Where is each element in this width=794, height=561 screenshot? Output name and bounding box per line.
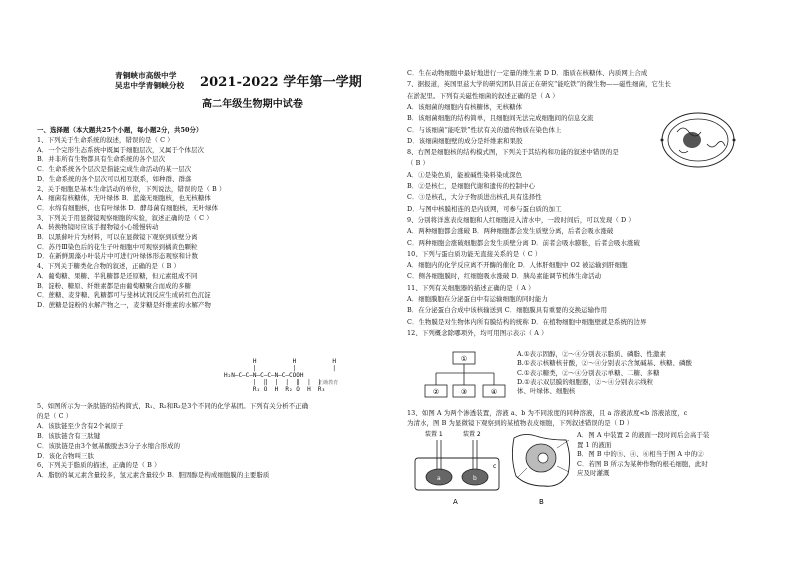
question-line: C．生物膜是对生物体内所有膜结构的统称 D．在植物细胞中细胞壁就是系统的边界 xyxy=(407,317,647,326)
question-line: 4、下列关于糖类化合物的叙述，正确的是（ B ） xyxy=(37,262,181,271)
node-4: ④ xyxy=(490,388,498,396)
school-name-line1: 青铜峡市高级中学 xyxy=(115,71,177,80)
device-1-label: 装置 1 xyxy=(425,431,443,438)
device-2-label: 装置 2 xyxy=(463,431,481,438)
figure-b-label: B xyxy=(539,498,544,506)
option-line: A.①表示固醇，②～④分别表示脂质、磷脂、性激素 xyxy=(517,350,666,358)
school-name-line2: 吴忠中学青铜峡分校 xyxy=(115,81,185,90)
question-line: 5、如图所示为一条肽链的结构简式，R₁、R₂和R₃是3个不同的化学基团。下列有关分析不正确 xyxy=(37,402,309,410)
question-line: D．在新鲜黑藻小叶装片中可进行叶绿体形态观察和计数 xyxy=(37,252,198,261)
question-line: C．与该细菌“能吃铁”性状有关的遗传物质在染色体上 xyxy=(407,125,562,134)
exam-year-title: 2021-2022 学年第一学期 xyxy=(200,75,362,90)
question-line: A．细胞内的化学反应离不开酶的催化 D．人体肝细胞中 O2 被运输到肝细胞 xyxy=(407,261,628,270)
question-line: C．两种细胞会涨破细胞都会发生质壁分离 D．前者会吸水膨胀，后者会吸水涨破 xyxy=(407,238,641,247)
plant-cell-figure xyxy=(509,428,575,510)
question-line: A．脂肪的氧元素含量较多，氢元素含量较少 B．胆固醇是构成细胞膜的主要脂质 xyxy=(37,471,270,480)
question-line: 7、据报道，英国里兹大学的研究团队目前正在研究“能吃铁”的微生物——磁性细菌，它生长 xyxy=(407,80,672,89)
question-line: D．生命系统的各个层次可以相互联系，如种群、群落 xyxy=(37,174,192,183)
question-line: A．转换物镜时应该手握物镜小心缓慢转动 xyxy=(37,223,159,232)
option-line: 置 1 的液面 xyxy=(577,440,612,449)
question-line: 2、关于细胞是基本生命活动的单位，下列说法，错误的是（ B ） xyxy=(37,184,226,193)
solution-a-label: a xyxy=(437,475,441,482)
question-line: A．一个完形生态系统中既属于细胞层次，又属于个体层次 xyxy=(37,145,204,154)
exam-subtitle: 高二年级生物期中试卷 xyxy=(202,99,303,110)
question-line: A．该肽链至少含有2个氧原子 xyxy=(37,421,124,430)
question-line: 的是（ C ） xyxy=(37,411,73,420)
option-line: 应及时灌溉 xyxy=(577,469,610,478)
question-line: A．两种细胞都会涨破 B．两种细胞都会发生质壁分离，后者会吸水涨破 xyxy=(407,227,614,236)
peptide-row-4: | ‖ | | ‖ | | xyxy=(224,379,322,386)
question-line: B．以黑藓叶片为材料，可以在显微镜下观察到质壁分离 xyxy=(37,233,198,241)
peptide-row-1: H H H xyxy=(224,358,336,365)
solution-b-label: b xyxy=(473,475,477,482)
option-line: D.①表示双层膜的细胞器，②～④分别表示线粒 xyxy=(517,377,654,386)
question-line: 在淤泥里。下列有关磁性细菌的叙述正确的是（ A ） xyxy=(407,91,559,100)
question-line: C．③是核孔，大分子物质进出核孔具有选择性 xyxy=(407,193,542,202)
question-line: 6、下列关于脂质的描述，正确的是（ B ） xyxy=(37,461,161,470)
option-line: 体、叶绿体、细胞核 xyxy=(517,387,576,396)
question-line: B．该肽链含有三肽键 xyxy=(37,431,101,440)
node-1: ① xyxy=(460,355,468,363)
question-line: B．该细菌细胞的结构简单，且细胞间无法完成细胞间的信息交流 xyxy=(407,114,594,123)
question-line: 8、右图是细胞核的结构模式图，下列关于其结构和功能的叙述中错误的是 xyxy=(407,148,619,157)
question-line: C．生命系统各个层次是指能完成生命活动的某一层次 xyxy=(37,165,192,174)
question-line: C．水绵有细胞核，也有叶绿体 D．酵母菌有细胞核，无叶绿体 xyxy=(37,203,219,212)
solution-c-label: c xyxy=(493,463,497,470)
q13-line2: 为清水，图 B 为显微镜下观察到的某植物表皮细胞，下列叙述错误的是（ D ） xyxy=(407,419,634,427)
question-line: B．②是核仁，是细胞代谢和遗传的控制中心 xyxy=(407,182,536,190)
question-line: 3、下列关于用显微镜观察细胞的实验，叙述正确的是（ C ） xyxy=(37,213,213,222)
question-line: 11、下列有关细胞器的描述正确的是（ A ） xyxy=(407,283,535,292)
q13-line1: 13、如图 A 为两个渗透装置，溶液 a、b 为不同浓度的同种溶液，且 a 溶液浓度<b 溶液浓度，c xyxy=(407,409,688,417)
question-line: 1、下列关于生命系统的叙述，错误的是（ C ） xyxy=(37,136,174,144)
question-line: A．①是染色质，能被碱性染料染成深色 xyxy=(407,170,523,179)
question-line: D．该细菌细胞壁的成分是纤维素和果胶 xyxy=(407,136,523,145)
option-line: B.①表示核糖核苷酸，②～④分别表示含氮碱基、核糖、磷酸 xyxy=(517,359,693,368)
option-line: B．图 B 中的⑤、④、⑥相当于图 A 中的② xyxy=(577,450,704,459)
question-line: A．该细菌的细胞内有核糖体，无核糖体 xyxy=(407,102,523,111)
node-2: ② xyxy=(432,388,440,396)
question-line: 10、下列与蛋白质功能无直接关系的是（ C ） xyxy=(407,249,542,258)
question-line: B．并非所有生物都具有生命系统的各个层次 xyxy=(37,155,166,164)
question-line: C．侧各细胞膜时，红细胞吸水涨破 D．胰岛素能调节机体生命活动 xyxy=(407,272,602,281)
option-line: A．图 A 中装置 2 的液面一段时间后会高于装 xyxy=(577,431,710,439)
question-line: 12、下列概念除哪项外，均可用图示表示（ A ） xyxy=(407,328,548,337)
option-line: C.①表示糖类，②～④分别表示单糖、二糖、多糖 xyxy=(517,368,660,377)
question-line: B．在分泌蛋白合成中该核输送到 C．细胞膜具有重要的交换运输作用 xyxy=(407,306,608,315)
question-line: A．细胞膜胞在分泌蛋白中有运输细胞的同时能力 xyxy=(407,295,549,303)
question-line: C．蔗糖、麦芽糖、乳糖都可与斐林试剂反应生成砖红色沉淀 xyxy=(37,291,211,300)
watermark-caption: 正确教育 xyxy=(318,380,339,386)
question-line: D．与图中核膜相连的是内质网，可参与蛋白质的加工 xyxy=(407,204,562,213)
peptide-row-3: H₂N—C—C—N—C—C—N—C—COOH xyxy=(224,372,304,379)
question-line: C．苏丹Ⅲ染色后的花生子叶细胞中可观察到橘黄色颗粒 xyxy=(37,242,198,251)
question-line: B．淀粉、糖原、纤维素都是由葡萄糖聚合而成的多糖 xyxy=(37,281,192,290)
node-3: ③ xyxy=(460,388,468,396)
concept-diagram xyxy=(424,351,512,403)
section-heading: 一、选择题（本大题共25个小题，每小题2分，共50分） xyxy=(37,126,203,134)
question-line: C．该肽链是由3个氨基酸脱去3分子水缩合形成的 xyxy=(37,441,181,450)
nucleus-figure xyxy=(659,110,737,170)
question-line: C．生在动物细胞中最好地进行一定量的维生素 D D．脂质在核糖体、内质网上合成 xyxy=(407,69,648,77)
question-line: D．蔗糖是淀粉的水解产物之一，麦芽糖是纤维素的水解产物 xyxy=(37,300,211,309)
osmosis-device-figure xyxy=(407,428,507,510)
figure-a-label: A xyxy=(453,498,458,506)
peptide-row-5: R₁ O H R₂ O H R₃ xyxy=(224,386,326,393)
question-line: （ B ） xyxy=(407,159,430,168)
option-line: C．若图 B 所示为某种作物的根毛细胞，此时 xyxy=(577,459,708,468)
question-line: 9、分别将洋葱表皮细胞和人红细胞浸入清水中，一段时间后，可以发现（ D ） xyxy=(407,215,635,224)
question-line: A．细菌有核糖体，无叶绿体 B．蓝藻无细胞核，也无核糖体 xyxy=(37,194,211,203)
peptide-row-2: | | | xyxy=(224,365,336,372)
question-line: D．该化合物叫三肽 xyxy=(37,451,95,460)
question-line: A．葡萄糖、果糖、半乳糖都是还原糖，但元素组成不同 xyxy=(37,271,198,280)
